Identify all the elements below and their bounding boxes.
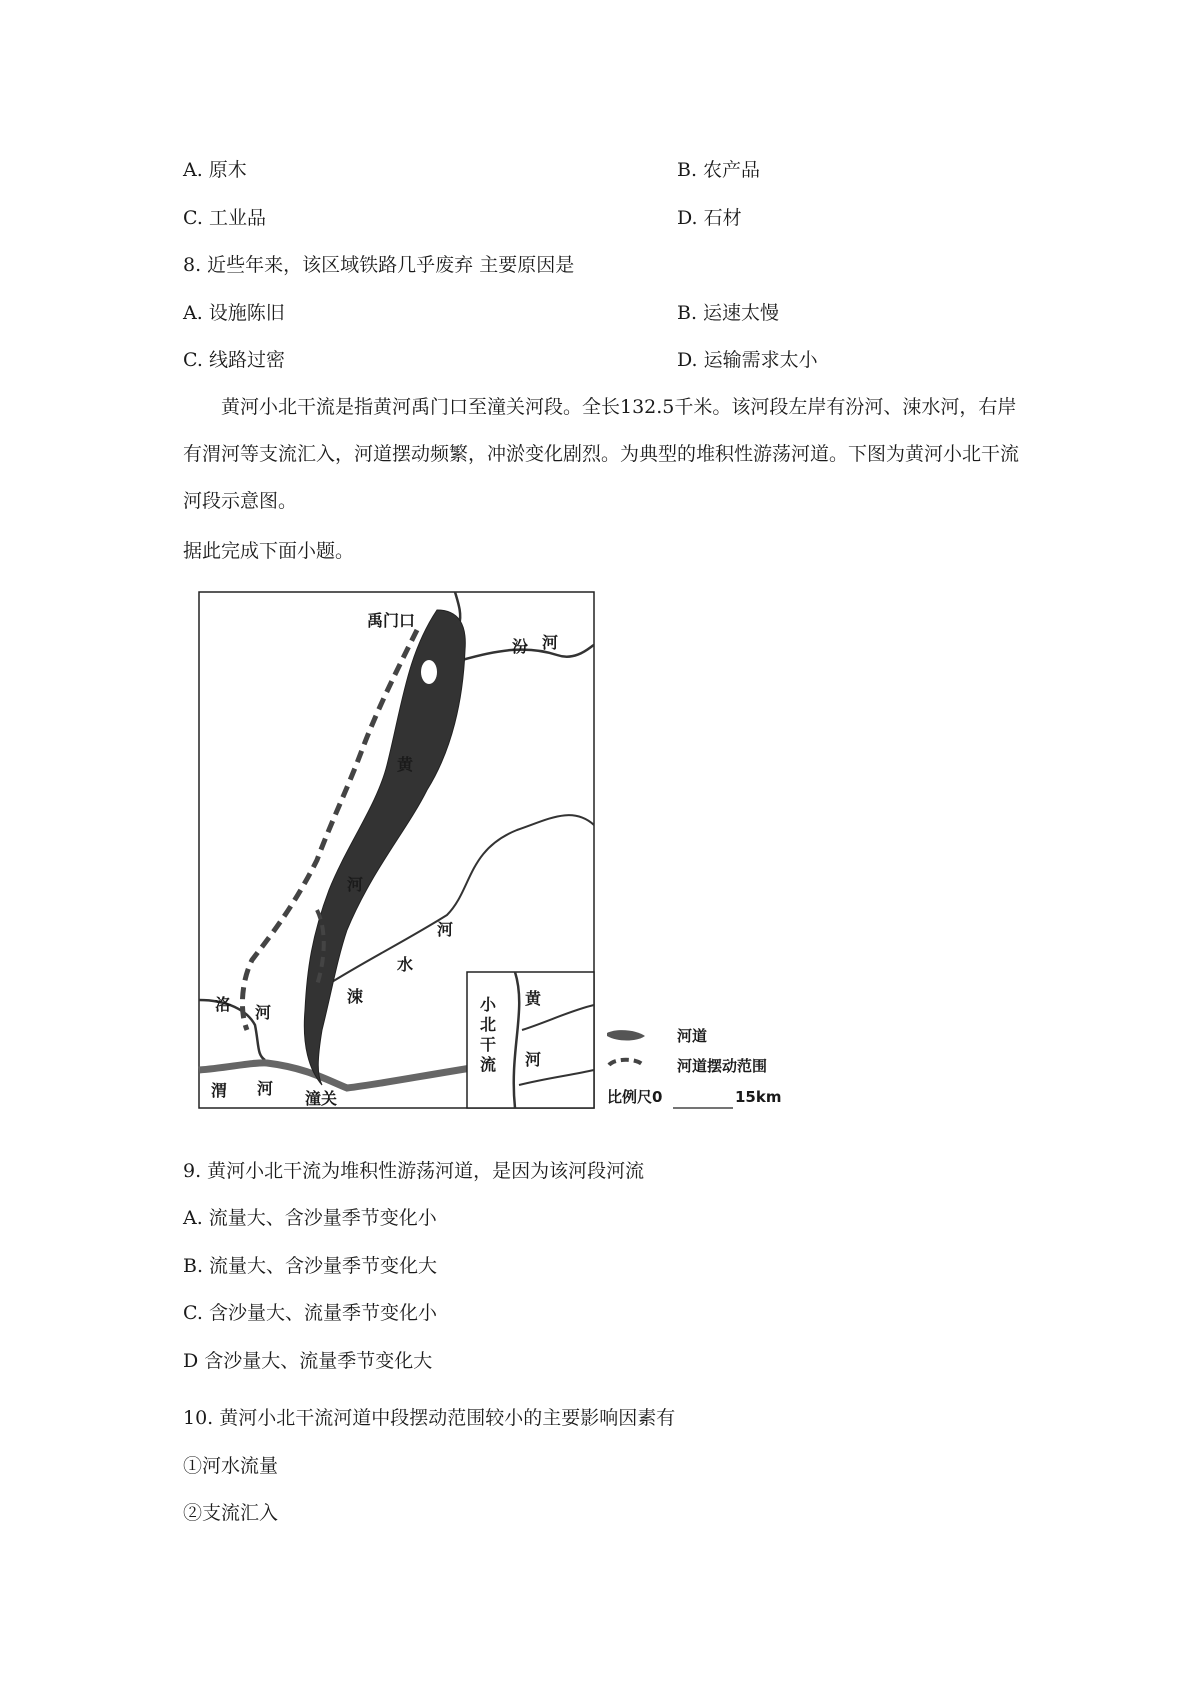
label-fen-1: 汾 [512,637,529,656]
q9-stem: 9. 黄河小北干流为堆积性游荡河道，是因为该河段河流 [183,1160,645,1182]
legend-scale-prefix: 比例尺0 [607,1088,663,1106]
label-wei-1: 渭 [211,1081,228,1100]
label-huang-1: 黄 [397,755,414,774]
label-inset-h2: 河 [525,1050,542,1069]
q8-option-d: D. 运输需求太小 [677,349,818,371]
label-huang-2: 河 [347,875,364,894]
label-tongguan: 潼关 [305,1089,338,1108]
label-fen-2: 河 [542,633,559,652]
label-sushui-1: 河 [437,920,454,939]
label-yumenkou: 禹门口 [367,611,416,630]
q8-option-a: A. 设施陈旧 [183,302,285,324]
q7-option-a: A. 原木 [183,159,247,181]
label-luo-2: 河 [255,1003,272,1022]
q8-stem: 8. 近些年来，该区域铁路几乎废弃 主要原因是 [183,254,575,276]
label-sushui-2: 水 [397,955,414,974]
legend-channel-label: 河道 [677,1027,708,1045]
legend-scale-value: 15km [735,1088,782,1106]
q10-item-1: ①河水流量 [183,1455,279,1477]
q9-option-a: A. 流量大、含沙量季节变化小 [183,1207,437,1229]
legend-swing-swatch [609,1060,643,1065]
q10-stem: 10. 黄河小北干流河道中段摆动范围较小的主要影响因素有 [183,1407,676,1429]
label-sushui-3: 涑 [347,987,364,1006]
q8-option-b: B. 运速太慢 [677,302,780,324]
q9-option-c: C. 含沙量大、流量季节变化小 [183,1302,437,1324]
yellow-river-map [197,590,797,1115]
q8-option-c: C. 线路过密 [183,349,285,371]
label-inset-v3: 干 [480,1035,497,1054]
legend-channel-swatch [607,1030,645,1040]
q9-option-b: B. 流量大、含沙量季节变化大 [183,1255,438,1277]
q7-option-d: D. 石材 [677,207,742,229]
label-inset-h1: 黄 [525,989,542,1008]
river-island [421,660,437,684]
label-inset-v1: 小 [480,995,497,1014]
q9-option-d: D 含沙量大、流量季节变化大 [183,1350,433,1372]
passage-instruction: 据此完成下面小题。 [183,540,355,562]
label-inset-v4: 流 [480,1055,497,1074]
label-luo-1: 洛 [215,995,232,1014]
passage-text: 黄河小北干流是指黄河禹门口至潼关河段。全长132.5千米。该河段左岸有汾河、涑水河，右岸有渭河等支流汇入，河道摆动频繁，冲淤变化剧烈。为典型的堆积性游荡河道。下图为黄河小北干流河段示意图。 [183,396,1020,512]
q7-option-b: B. 农产品 [677,159,761,181]
q10-item-2: ②支流汇入 [183,1502,279,1524]
legend-swing-label: 河道摆动范围 [677,1057,768,1075]
label-inset-v2: 北 [480,1015,497,1034]
label-wei-2: 河 [257,1079,274,1098]
q7-option-c: C. 工业品 [183,207,266,229]
